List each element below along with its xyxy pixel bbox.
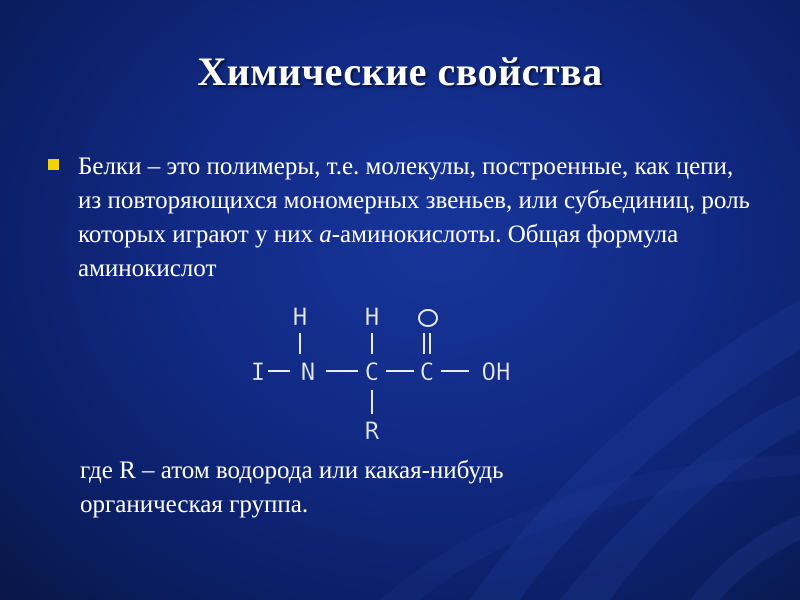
note-text: где R – атом водорода или какая-нибудь органическая группа. <box>80 457 504 518</box>
formula-atom-r-bottom: R <box>364 417 380 445</box>
formula-atom-h-right: H <box>364 303 380 331</box>
formula-atom-c1: C <box>364 358 380 386</box>
formula-atom-c2: C <box>419 358 435 386</box>
formula-atom-h-left: H <box>292 303 308 331</box>
formula-atom-n: N <box>300 358 316 386</box>
amino-acid-formula <box>240 298 540 448</box>
alpha-letter: а <box>319 221 332 248</box>
square-bullet-icon <box>48 159 59 170</box>
formula-atom-r-left: I <box>250 358 266 386</box>
bullet-text-part: Белки – это полимеры, т.е. молекулы, построенные, как цепи, из повторяющихся мономерных звеньев, или субъединиц, роль которых играют у них <box>78 153 750 248</box>
formula-atom-o-top <box>419 310 437 326</box>
bullet-text <box>78 150 758 286</box>
slide-title: Химические свойства <box>197 49 603 94</box>
bullet-text-part: -аминокислоты. Общая формула аминокислот <box>78 221 679 282</box>
formula-atom-oh: OH <box>481 358 511 386</box>
